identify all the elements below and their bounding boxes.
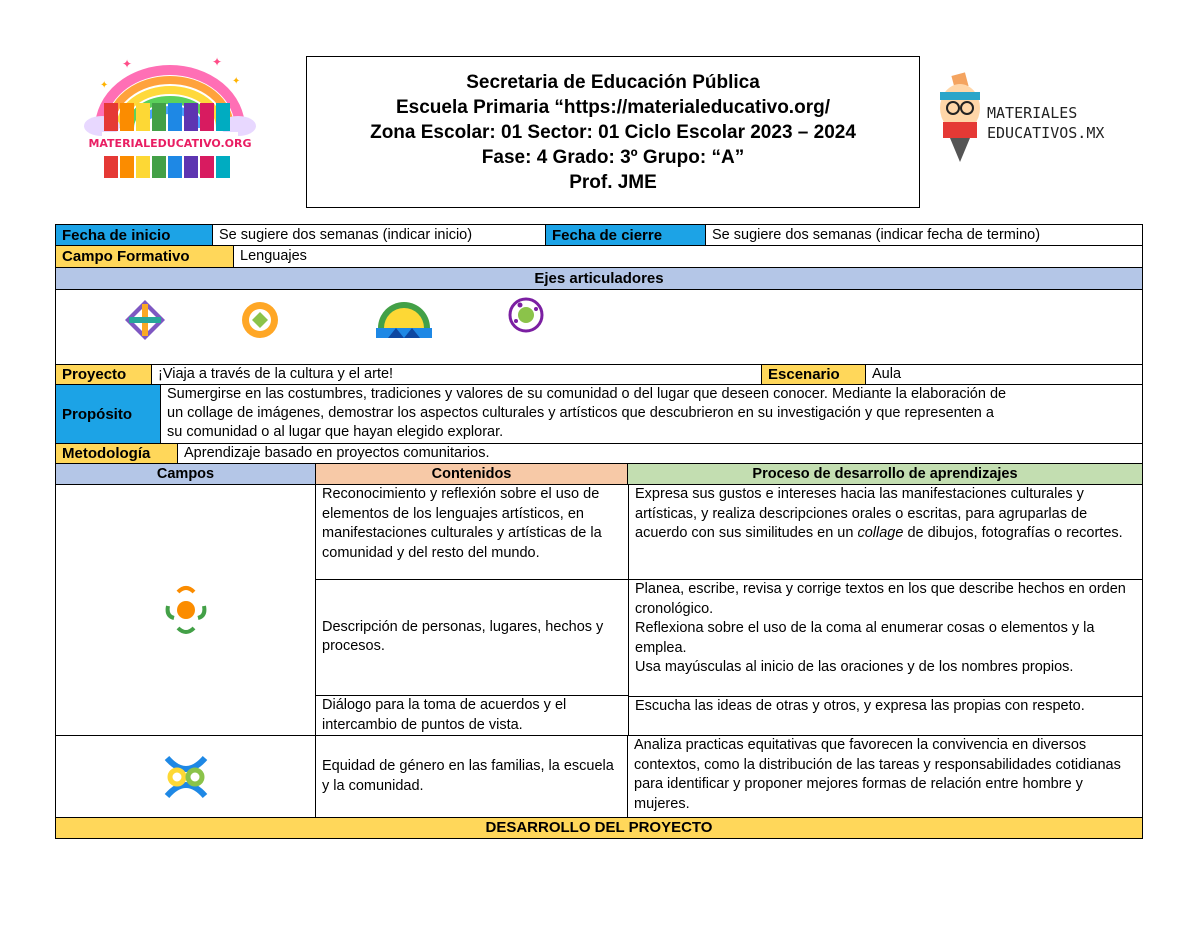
fecha-cierre-value: Se sugiere dos semanas (indicar fecha de termino) [705,225,1142,245]
artes-icon [506,295,546,335]
planning-table [55,224,1143,839]
svg-text:✦: ✦ [100,80,109,91]
interculturalidad-icon [376,302,432,338]
ejes-title: Ejes articuladores [56,268,1142,289]
header-line-4: Fase: 4 Grado: 3º Grupo: “A” [481,146,745,168]
desarrollo-title: DESARROLLO DEL PROYECTO [485,819,713,836]
campo-lenguajes-cell [56,485,315,735]
contenido-4: Equidad de género en las familias, la escuela y la comunidad. [315,736,627,817]
fecha-cierre-label: Fecha de cierre [545,225,705,245]
header-pda: Proceso de desarrollo de aprendizajes [627,464,1142,484]
metodologia-label: Metodología [56,444,177,463]
header-campos: Campos [56,464,315,484]
header-line-3: Zona Escolar: 01 Sector: 01 Ciclo Escolar 2023 – 2024 [370,121,856,143]
escenario-value: Aula [865,365,1142,384]
pda-4: Analiza practicas equitativas que favorecen la convivencia en diversos contextos, como la distribución de las tareas y responsabilidades cotidianas para identificar y proponer mejores formas de relación entre hombre y mujeres. [627,736,1142,817]
contenido-1: Reconocimiento y reflexión sobre el uso de elementos de los lenguajes artísticos, en manifestaciones culturales y artísticas de la comunidad y del resto del mundo. [316,485,628,580]
pda-3: Escucha las ideas de otras y otros, y expresa las propias con respeto. [635,698,1085,714]
logo-materialeseducativos [935,70,1145,165]
escenario-label: Escenario [761,365,865,384]
contenido-3: Diálogo para la toma de acuerdos y el intercambio de puntos de vista. [322,697,567,733]
lenguajes-icon [164,582,208,638]
proposito-line-3: su comunidad o al lugar que hayan elegido explorar. [167,424,504,440]
svg-text:✦: ✦ [232,76,241,87]
ejes-icons-row [55,290,1143,365]
header-contenidos: Contenidos [315,464,627,484]
logo-left-text: MATERIALEDUCATIVO.ORG [88,137,252,150]
fecha-inicio-value: Se sugiere dos semanas (indicar inicio) [212,225,545,245]
campo-etica-cell [56,736,315,817]
inclusion-icon [123,298,167,342]
logo-right-line-2: EDUCATIVOS.MX [987,124,1105,142]
etica-icon [161,752,211,802]
proyecto-label: Proyecto [56,365,151,384]
proyecto-value: ¡Viaja a través de la cultura y el arte! [151,365,761,384]
header-line-1: Secretaria de Educación Pública [466,71,760,93]
campo-formativo-label: Campo Formativo [56,246,233,267]
logo-right-line-1: MATERIALES [987,104,1078,122]
logo-materialeducativo [82,48,258,188]
pda-2: Planea, escribe, revisa y corrige textos en los que describe hechos en orden cronológico. Reflexiona sobre el uso de la coma al enumerar cosas o elementos y la emplea. Usa mayúsculas al inicio de las oraciones y de los nombres propios. [629,580,1142,697]
pensamiento-critico-icon [238,298,282,342]
header-box [306,56,920,208]
header-line-5: Prof. JME [569,171,657,193]
proposito-text [160,385,1142,443]
header-line-2: Escuela Primaria “https://materialeducativo.org/ [396,96,830,118]
proposito-line-2: un collage de imágenes, demostrar los aspectos culturales y artísticos que descubrieron en su investigación y que representen a [167,405,994,421]
metodologia-value: Aprendizaje basado en proyectos comunitarios. [177,444,1142,463]
proposito-label: Propósito [56,385,160,443]
proposito-line-1: Sumergirse en las costumbres, tradiciones y valores de su comunidad o del lugar que deseen conocer. Mediante la elaboración de [167,386,1007,402]
svg-text:✦: ✦ [212,55,223,69]
campo-formativo-value: Lenguajes [233,246,1142,267]
fecha-inicio-label: Fecha de inicio [56,225,212,245]
contenido-2: Descripción de personas, lugares, hechos y procesos. [316,580,628,696]
svg-text:✦: ✦ [122,57,133,71]
pda-1: Expresa sus gustos e intereses hacia las manifestaciones culturales y artísticas, y realiza descripciones orales o escritas, para agruparlas de acuerdo con sus similitudes en un collage de dibujos, fotografías o recortes. [629,485,1142,580]
